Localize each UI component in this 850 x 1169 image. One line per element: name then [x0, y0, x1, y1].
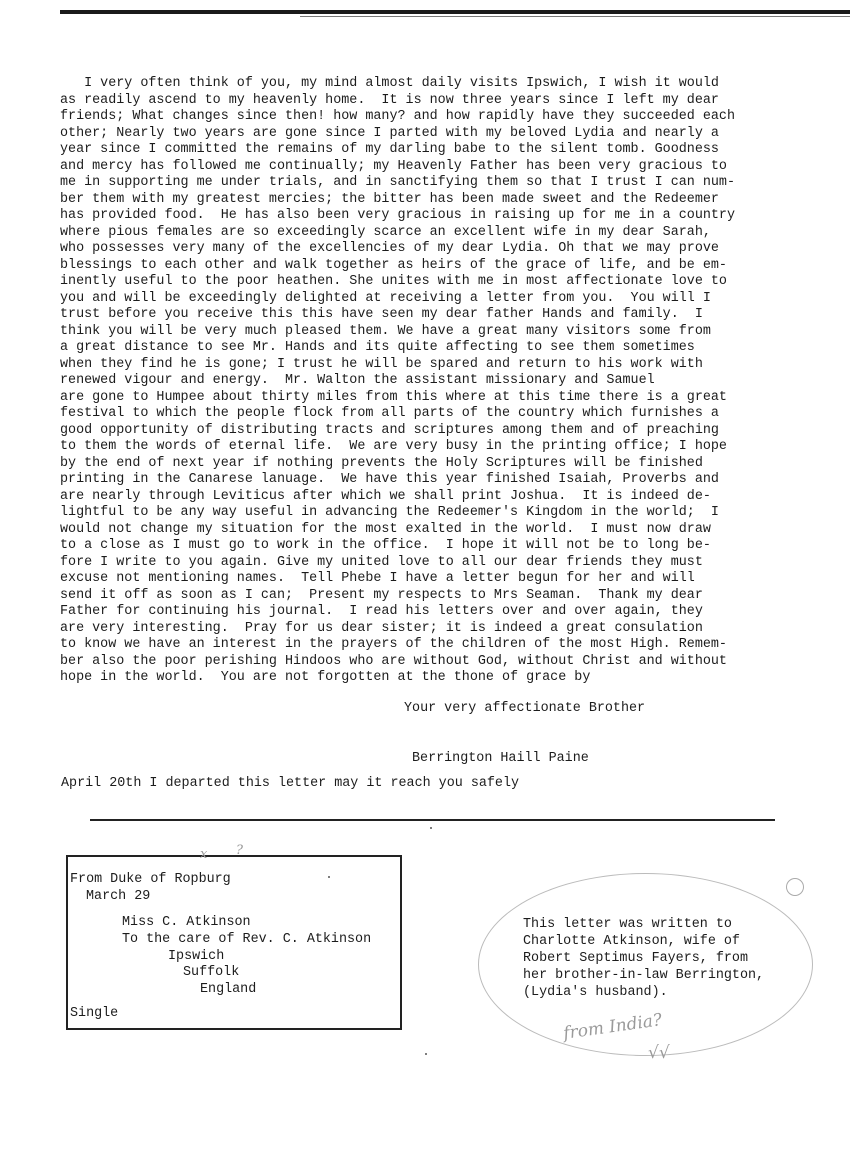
letter-line: are gone to Humpee about thirty miles from this where at this time there is a great [60, 389, 727, 405]
postage-type: Single [70, 1006, 119, 1021]
address-town: Ipswich [168, 949, 225, 964]
letter-line: ber them with my greatest mercies; the bitter has been made sweet and the Redeemer [60, 191, 719, 207]
pencil-mark-question: ? [236, 843, 243, 858]
letter-line: lightful to be any way useful in advancing the Redeemer's Kingdom in the world; I [60, 505, 719, 520]
letter-line: good opportunity of distributing tracts and scriptures among them and of preaching [60, 422, 719, 438]
address-block [66, 855, 402, 1030]
letter-line: when they find he is gone; I trust he will be spared and return to his work with [60, 356, 703, 372]
letter-line: inently useful to the poor heathen. She unites with me in most affectionate love to [60, 274, 727, 289]
letter-line: me in supporting me under trials, and in sanctifying them so that I trust I can num- [60, 175, 735, 190]
letter-signature: Berrington Haill Paine [412, 751, 589, 766]
letter-line: are nearly through Leviticus after which we shall print Joshua. It is indeed de- [60, 488, 711, 504]
letter-line: other; Nearly two years are gone since I parted with my beloved Lydia and nearly a [60, 125, 719, 141]
address-county: Suffolk [183, 965, 240, 980]
address-from: From Duke of Ropburg [70, 872, 231, 887]
pencil-circle-mark [786, 878, 804, 896]
letter-line: blessings to each other and walk together as heirs of the grace of life, and be em- [60, 257, 727, 273]
letter-line: would not change my situation for the most exalted in the world. I must now draw [60, 521, 711, 537]
section-divider [90, 819, 775, 821]
address-country: England [200, 982, 257, 997]
letter-line: send it off as soon as I can; Present my respects to Mrs Seaman. Thank my dear [60, 587, 703, 603]
letter-line: think you will be very much pleased them. We have a great many visitors some from [60, 323, 711, 339]
speck [425, 1053, 427, 1055]
annotation-line: Charlotte Atkinson, wife of [523, 934, 740, 949]
annotation-line: Robert Septimus Fayers, from [523, 951, 748, 966]
letter-line: has provided food. He has also been very gracious in raising up for me in a country [60, 208, 735, 223]
letter-line: excuse not mentioning names. Tell Phebe I have a letter begun for her and will [60, 571, 695, 586]
speck [328, 876, 330, 878]
annotation-note [523, 916, 764, 1001]
letter-line: year since I committed the remains of my darling babe to the silent tomb. Goodness [60, 142, 719, 157]
annotation-line: (Lydia's husband). [523, 985, 668, 1000]
letter-line: you and will be exceedingly delighted at receiving a letter from you. You will I [60, 290, 711, 306]
letter-line: renewed vigour and energy. Mr. Walton the assistant missionary and Samuel [60, 373, 655, 388]
letter-line: festival to which the people flock from all parts of the country which furnishes a [60, 406, 719, 421]
letter-body [60, 76, 805, 687]
letter-line: Father for continuing his journal. I read his letters over and over again, they [60, 604, 703, 619]
letter-line: trust before you receive this this have seen my dear father Hands and family. I [60, 307, 703, 322]
letter-line: hope in the world. You are not forgotten at the thone of grace by [60, 670, 591, 685]
pencil-mark-x: x [200, 847, 208, 862]
letter-line: a great distance to see Mr. Hands and its quite affecting to see them sometimes [60, 340, 695, 355]
letter-postscript: April 20th I departed this letter may it reach you safely [61, 776, 520, 791]
address-care-of: To the care of Rev. C. Atkinson [122, 932, 372, 947]
address-recipient: Miss C. Atkinson [122, 915, 251, 930]
address-date: March 29 [86, 889, 151, 904]
handwritten-note: from India? [562, 1010, 664, 1044]
letter-line: who possesses very many of the excellencies of my dear Lydia. Oh that we may prove [60, 241, 719, 256]
letter-line: by the end of next year if nothing prevents the Holy Scriptures will be finished [60, 455, 703, 471]
letter-line: where pious females are so exceedingly scarce an excellent wife in my dear Sarah, [60, 224, 711, 240]
letter-line: I very often think of you, my mind almost daily visits Ipswich, I wish it would [60, 76, 719, 91]
page-top-edge-shadow [300, 16, 850, 17]
letter-closing: Your very affectionate Brother [404, 701, 646, 716]
annotation-line: her brother-in-law Berrington, [523, 968, 765, 983]
letter-line: ber also the poor perishing Hindoos who are without God, without Christ and without [60, 653, 727, 669]
letter-line: and mercy has followed me continually; my Heavenly Father has been very gracious to [60, 158, 727, 174]
letter-line: are very interesting. Pray for us dear sister; it is indeed a great consulation [60, 620, 703, 636]
letter-line: printing in the Canarese lanuage. We have this year finished Isaiah, Proverbs and [60, 472, 719, 487]
handwritten-check: √√ [648, 1043, 670, 1063]
page-top-edge [60, 10, 850, 14]
letter-line: as readily ascend to my heavenly home. It is now three years since I left my dear [60, 92, 719, 108]
letter-line: to them the words of eternal life. We are very busy in the printing office; I hope [60, 439, 727, 454]
annotation-line: This letter was written to [523, 917, 732, 932]
letter-line: to know we have an interest in the prayers of the children of the most High. Remem- [60, 637, 727, 652]
letter-line: fore I write to you again. Give my united love to all our dear friends they must [60, 554, 703, 570]
letter-line: to a close as I must go to work in the office. I hope it will not be to long be- [60, 538, 711, 553]
letter-line: friends; What changes since then! how many? and how rapidly have they succeeded each [60, 109, 735, 124]
speck [430, 827, 432, 829]
